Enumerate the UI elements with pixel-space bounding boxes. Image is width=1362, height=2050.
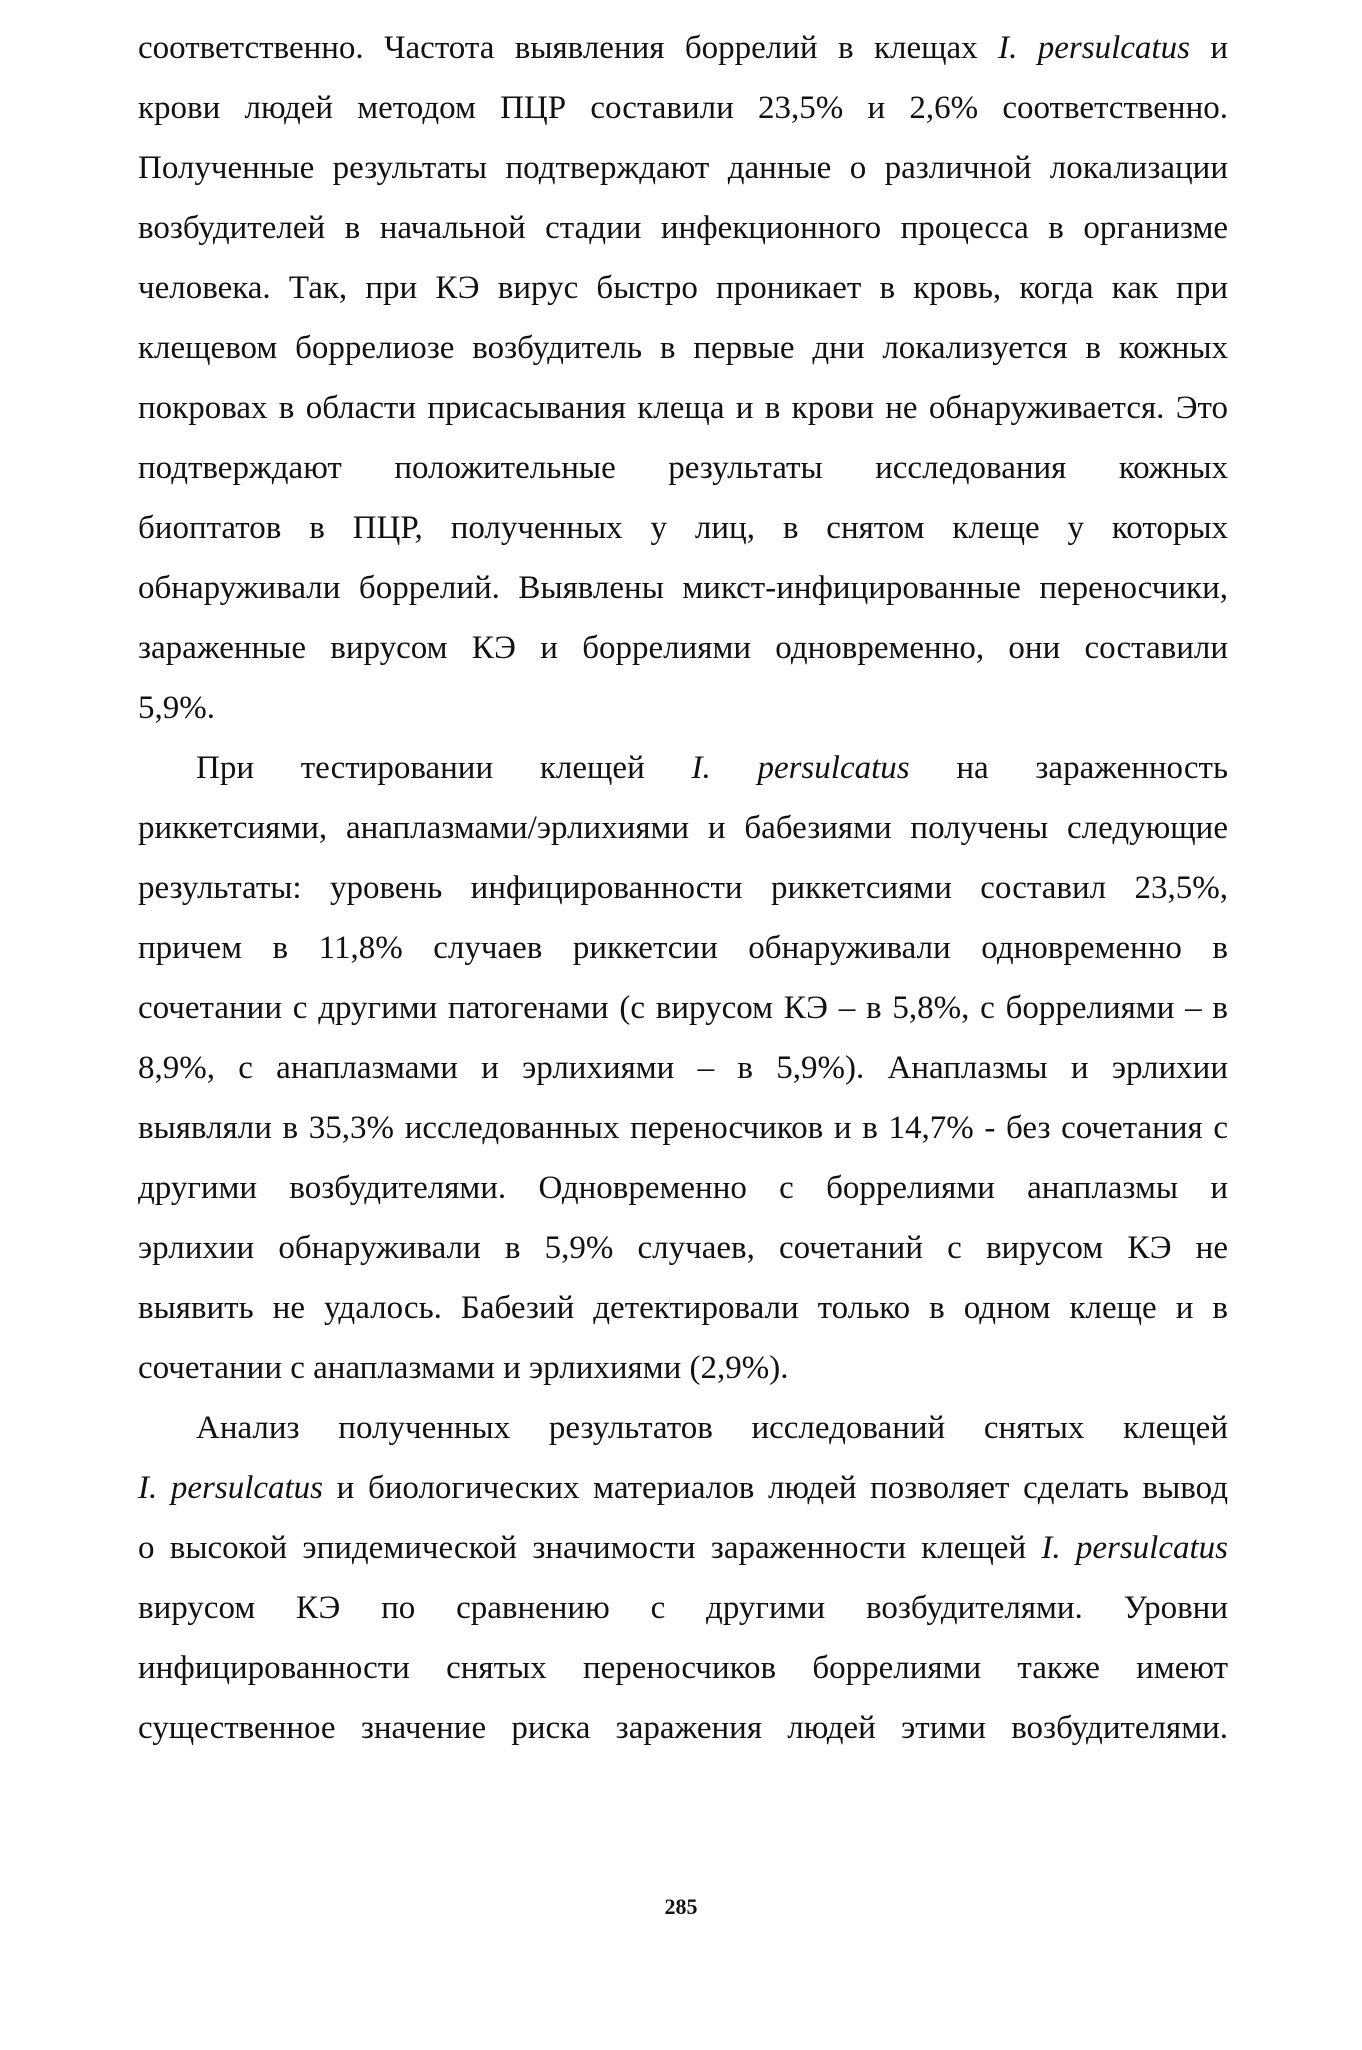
- text-line: подтверждают положительные результаты исследования кожных: [138, 450, 1228, 486]
- text-line: 5,9%.: [138, 690, 215, 726]
- text-line: другими возбудителями. Одновременно с боррелиями анаплазмы и: [138, 1170, 1228, 1206]
- text-line: покровах в области присасывания клеща и в крови не обнаруживается. Это: [138, 390, 1228, 426]
- species-name: I. persulcatus: [998, 30, 1190, 66]
- text-line: I. persulcatus и биологических материалов людей позволяет сделать вывод: [138, 1470, 1228, 1506]
- text-line: инфицированности снятых переносчиков боррелиями также имеют: [138, 1650, 1228, 1686]
- page-number: 285: [664, 1894, 698, 1919]
- text-line: человека. Так, при КЭ вирус быстро проникает в кровь, когда как при: [138, 270, 1228, 306]
- text-line: риккетсиями, анаплазмами/эрлихиями и бабезиями получены следующие: [138, 810, 1228, 846]
- text-line: существенное значение риска заражения людей этими возбудителями.: [138, 1710, 1228, 1746]
- species-name: I. persulcatus: [691, 750, 910, 786]
- text-line: зараженные вирусом КЭ и боррелиями одновременно, они составили: [138, 630, 1228, 666]
- text-line: При тестировании клещей I. persulcatus на зараженность: [196, 750, 1228, 786]
- text-line: Анализ полученных результатов исследований снятых клещей: [196, 1410, 1228, 1446]
- text-line: возбудителей в начальной стадии инфекционного процесса в организме: [138, 210, 1228, 246]
- species-name: I. persulcatus: [138, 1470, 324, 1506]
- text-line: крови людей методом ПЦР составили 23,5% и 2,6% соответственно.: [138, 90, 1228, 126]
- text-line: клещевом боррелиозе возбудитель в первые дни локализуется в кожных: [138, 330, 1228, 366]
- text-line: о высокой эпидемической значимости зараженности клещей I. persulcatus: [138, 1530, 1228, 1566]
- text-line: сочетании с другими патогенами (с вирусом КЭ – в 5,8%, с боррелиями – в: [138, 990, 1228, 1026]
- text-line: эрлихии обнаруживали в 5,9% случаев, сочетаний с вирусом КЭ не: [138, 1230, 1228, 1266]
- text-line: обнаруживали боррелий. Выявлены микст-инфицированные переносчики,: [138, 570, 1228, 606]
- text-line: 8,9%, с анаплазмами и эрлихиями – в 5,9%). Анаплазмы и эрлихии: [138, 1050, 1228, 1086]
- text-line: результаты: уровень инфицированности риккетсиями составил 23,5%,: [138, 870, 1228, 906]
- text-line: выявить не удалось. Бабезий детектировали только в одном клеще и в: [138, 1290, 1228, 1326]
- text-line: биоптатов в ПЦР, полученных у лиц, в снятом клеще у которых: [138, 510, 1228, 546]
- text-line: причем в 11,8% случаев риккетсии обнаруживали одновременно в: [138, 930, 1228, 966]
- text-line: вирусом КЭ по сравнению с другими возбудителями. Уровни: [138, 1590, 1228, 1626]
- text-line: Полученные результаты подтверждают данные о различной локализации: [138, 150, 1228, 186]
- species-name: I. persulcatus: [1041, 1530, 1228, 1566]
- body-text: [138, 18, 1228, 1758]
- text-line: соответственно. Частота выявления боррелий в клещах I. persulcatus и: [138, 30, 1228, 66]
- text-line: выявляли в 35,3% исследованных переносчиков и в 14,7% - без сочетания с: [138, 1110, 1228, 1146]
- text-line: сочетании с анаплазмами и эрлихиями (2,9%).: [138, 1350, 789, 1386]
